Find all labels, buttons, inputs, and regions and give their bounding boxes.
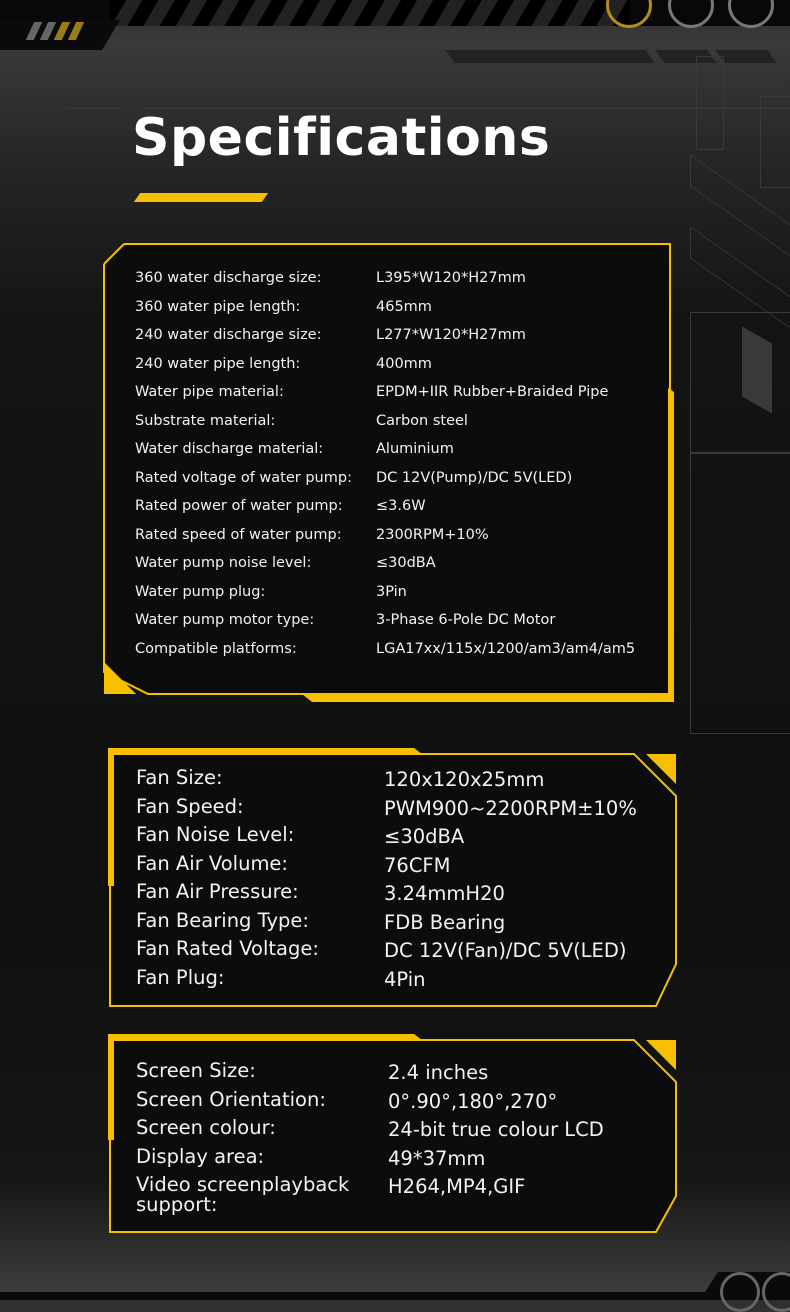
- spec-value: PWM900~2200RPM±10%: [384, 796, 637, 820]
- spec-label: Water pump noise level:: [135, 555, 312, 571]
- spec-value: ≤30dBA: [376, 555, 436, 571]
- spec-value: FDB Bearing: [384, 910, 506, 934]
- spec-label: Screen colour:: [136, 1116, 276, 1139]
- spec-value: DC 12V(Fan)/DC 5V(LED): [384, 939, 627, 962]
- hazard-stripes: [110, 0, 630, 26]
- spec-label: Water discharge material:: [135, 441, 324, 457]
- spec-value: 2.4 inches: [388, 1061, 489, 1084]
- spec-label: Water pump plug:: [135, 583, 266, 600]
- spec-value: Carbon steel: [376, 412, 468, 429]
- spec-label: Fan Air Pressure:: [136, 880, 299, 903]
- spec-value: 3-Phase 6-Pole DC Motor: [376, 612, 556, 628]
- spec-value: 4Pin: [384, 967, 426, 991]
- spec-label: 240 water pipe length:: [135, 355, 301, 372]
- spec-value: ≤30dBA: [384, 825, 465, 848]
- ring-icon: [720, 1272, 760, 1312]
- spec-label: Water pump motor type:: [135, 612, 315, 628]
- spec-value: LGA17xx/115x/1200/am3/am4/am5: [376, 640, 636, 657]
- spec-label: Substrate material:: [135, 412, 276, 429]
- deco-bar: [715, 50, 776, 63]
- spec-label: Rated voltage of water pump:: [135, 469, 352, 486]
- spec-value: 465mm: [376, 298, 432, 315]
- spec-label: Screen Size:: [136, 1059, 256, 1082]
- spec-label: 360 water pipe length:: [135, 298, 301, 315]
- spec-label: Fan Noise Level:: [136, 823, 295, 846]
- spec-value: 400mm: [376, 355, 432, 372]
- spec-label: Screen Orientation:: [136, 1087, 326, 1111]
- deco-line: [66, 108, 122, 109]
- spec-label: 360 water discharge size:: [135, 270, 322, 286]
- spec-label: Display area:: [136, 1144, 265, 1168]
- bottom-decor-bar: [0, 1292, 790, 1300]
- spec-label: Fan Plug:: [136, 965, 225, 989]
- spec-label: Rated power of water pump:: [135, 498, 343, 514]
- spec-label: Fan Rated Voltage:: [136, 937, 319, 960]
- spec-value: DC 12V(Pump)/DC 5V(LED): [376, 469, 573, 486]
- title-underline: [134, 193, 268, 202]
- spec-value: ≤3.6W: [376, 498, 426, 514]
- circuit-decor: [690, 312, 790, 454]
- spec-label: Rated speed of water pump:: [135, 526, 342, 543]
- spec-value: L277*W120*H27mm: [376, 327, 526, 343]
- spec-label: Water pipe material:: [135, 384, 284, 400]
- spec-label: Fan Bearing Type:: [136, 908, 309, 932]
- spec-value: 3Pin: [376, 583, 407, 600]
- spec-value: 3.24mmH20: [384, 882, 505, 905]
- deco-bar: [445, 50, 654, 63]
- ring-icon: [762, 1272, 790, 1312]
- spec-label: support:: [136, 1193, 218, 1216]
- spec-value: 0°.90°,180°,270°: [388, 1089, 558, 1113]
- circuit-decor: [760, 96, 790, 188]
- spec-label: 240 water discharge size:: [135, 327, 322, 343]
- spec-value: Aluminium: [376, 441, 454, 457]
- circuit-decor: [696, 56, 724, 150]
- circuit-decor: [690, 452, 790, 734]
- spec-label: Video screenplayback: [136, 1173, 350, 1196]
- spec-value: 76CFM: [384, 853, 451, 877]
- page-title: Specifications: [132, 108, 551, 168]
- spec-label: Fan Air Volume:: [136, 851, 289, 875]
- spec-value: EPDM+IIR Rubber+Braided Pipe: [376, 384, 609, 400]
- spec-value: 49*37mm: [388, 1146, 486, 1170]
- screen-specs-panel: [104, 1032, 680, 1236]
- spec-label: Compatible platforms:: [135, 640, 297, 657]
- spec-label: Fan Speed:: [136, 794, 244, 818]
- fan-specs-panel: [104, 746, 680, 1010]
- spec-value: 24-bit true colour LCD: [388, 1118, 604, 1141]
- spec-value: H264,MP4,GIF: [388, 1175, 526, 1198]
- spec-label: Fan Size:: [136, 766, 223, 789]
- spec-value: 2300RPM+10%: [376, 526, 489, 543]
- water-cooling-specs-panel: [102, 242, 677, 704]
- spec-value: L395*W120*H27mm: [376, 270, 526, 286]
- spec-value: 120x120x25mm: [384, 768, 545, 791]
